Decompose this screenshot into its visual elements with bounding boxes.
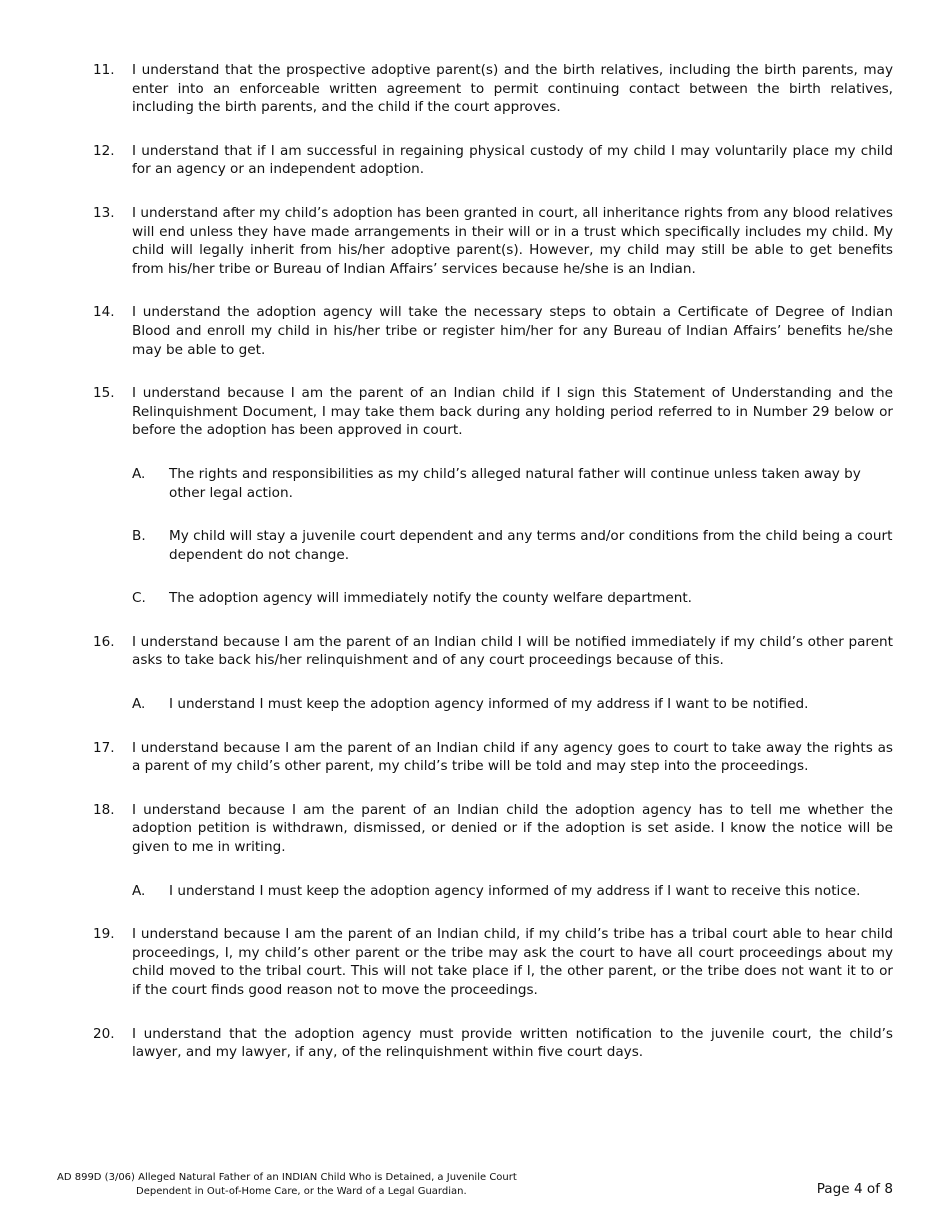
item-text: I understand because I am the parent of an Indian child, if my child’s tribe has a tribal court able to hear child proceedings, I, my child’s other parent or the tribe may ask the court to have all court proceedings about my child moved to the tribal court. This will not take place if I, the other parent, or the tribe does not want it to or if the court finds good reason not to move the proceedings.	[132, 926, 893, 998]
list-item-15	[93, 384, 893, 440]
item-number: 15.	[93, 385, 115, 402]
item-text: I understand that the adoption agency must provide written notification to the juvenile court, the child’s lawyer, and my lawyer, if any, of the relinquishment within five court days.	[132, 1025, 893, 1061]
sub-item-16a	[93, 695, 893, 714]
list-item-13	[93, 204, 893, 278]
item-number: 14.	[93, 304, 115, 321]
item-number: 12.	[93, 142, 115, 159]
item-text: I understand the adoption agency will take the necessary steps to obtain a Certificate of Degree of Indian Blood and enroll my child in his/her tribe or register him/her for any Bureau of Indian Affairs’ benefits he/she may be able to get.	[132, 304, 893, 358]
sub-item-letter: B.	[132, 528, 146, 545]
sub-item-text: I understand I must keep the adoption agency informed of my address if I want to be notified.	[169, 696, 809, 713]
sub-item-letter: A.	[132, 465, 146, 482]
form-identifier	[57, 1171, 517, 1198]
list-item-18	[93, 801, 893, 857]
list-item-16	[93, 633, 893, 670]
sub-item-15a	[93, 465, 893, 502]
sub-item-text: I understand I must keep the adoption agency informed of my address if I want to receive this notice.	[169, 882, 861, 899]
statement-list	[93, 61, 893, 1062]
sub-item-text: My child will stay a juvenile court dependent and any terms and/or conditions from the child being a court dependent do not change.	[169, 528, 893, 563]
sub-item-text: The adoption agency will immediately notify the county welfare department.	[169, 590, 693, 607]
item-text: I understand because I am the parent of an Indian child if any agency goes to court to take away the rights as a parent of my child’s other parent, my child’s tribe will be told and may step into the proceedings.	[132, 739, 893, 775]
form-line-1: AD 899D (3/06) Alleged Natural Father of an INDIAN Child Who is Detained, a Juvenile Court	[57, 1172, 517, 1183]
item-text: I understand that the prospective adoptive parent(s) and the birth relatives, including the birth parents, may enter into an enforceable written agreement to permit continuing contact between the birth relatives, including the birth parents, and the child if the court approves.	[132, 62, 893, 116]
item-number: 17.	[93, 739, 115, 756]
item-number: 19.	[93, 926, 115, 943]
item-text: I understand because I am the parent of an Indian child the adoption agency has to tell me whether the adoption petition is withdrawn, dismissed, or denied or if the adoption is set aside. I know the notice will be given to me in writing.	[132, 801, 893, 856]
sub-item-letter: C.	[132, 590, 146, 607]
item-text: I understand because I am the parent of an Indian child if I sign this Statement of Understanding and the Relinquishment Document, I may take them back during any holding period referred to in Number 29 below or before the adoption has been approved in court.	[132, 385, 893, 439]
item-number: 11.	[93, 62, 115, 78]
list-item-19	[93, 925, 893, 999]
form-line-2: Dependent in Out-of-Home Care, or the Ward of a Legal Guardian.	[136, 1185, 467, 1197]
list-item-14	[93, 303, 893, 359]
list-item-17	[93, 739, 893, 776]
sub-item-18a	[93, 882, 893, 901]
item-text: I understand after my child’s adoption has been granted in court, all inheritance rights from any blood relatives will end unless they have made arrangements in their will or in a trust which specifically includes my child. My child will legally inherit from his/her adoptive parent(s). However, my child may still be able to get benefits from his/her tribe or Bureau of Indian Affairs’ services because he/she is an Indian.	[132, 204, 893, 277]
sub-item-text: The rights and responsibilities as my child’s alleged natural father will continue unless taken away by other legal action.	[169, 465, 861, 501]
sub-item-letter: A.	[132, 696, 146, 713]
item-number: 13.	[93, 204, 115, 221]
page-number: Page 4 of 8	[816, 1181, 893, 1197]
item-text: I understand because I am the parent of an Indian child I will be notified immediately if my child’s other parent asks to take back his/her relinquishment and of any court proceedings because of this.	[132, 633, 893, 669]
list-item-11	[93, 61, 893, 117]
sub-item-letter: A.	[132, 882, 146, 899]
item-number: 16.	[93, 633, 115, 650]
list-item-20	[93, 1025, 893, 1062]
sub-item-15b	[93, 527, 893, 564]
item-number: 18.	[93, 801, 115, 818]
item-number: 20.	[93, 1025, 115, 1042]
sub-item-15c	[93, 589, 893, 608]
item-text: I understand that if I am successful in regaining physical custody of my child I may voluntarily place my child for an agency or an independent adoption.	[132, 142, 893, 178]
list-item-12	[93, 142, 893, 179]
